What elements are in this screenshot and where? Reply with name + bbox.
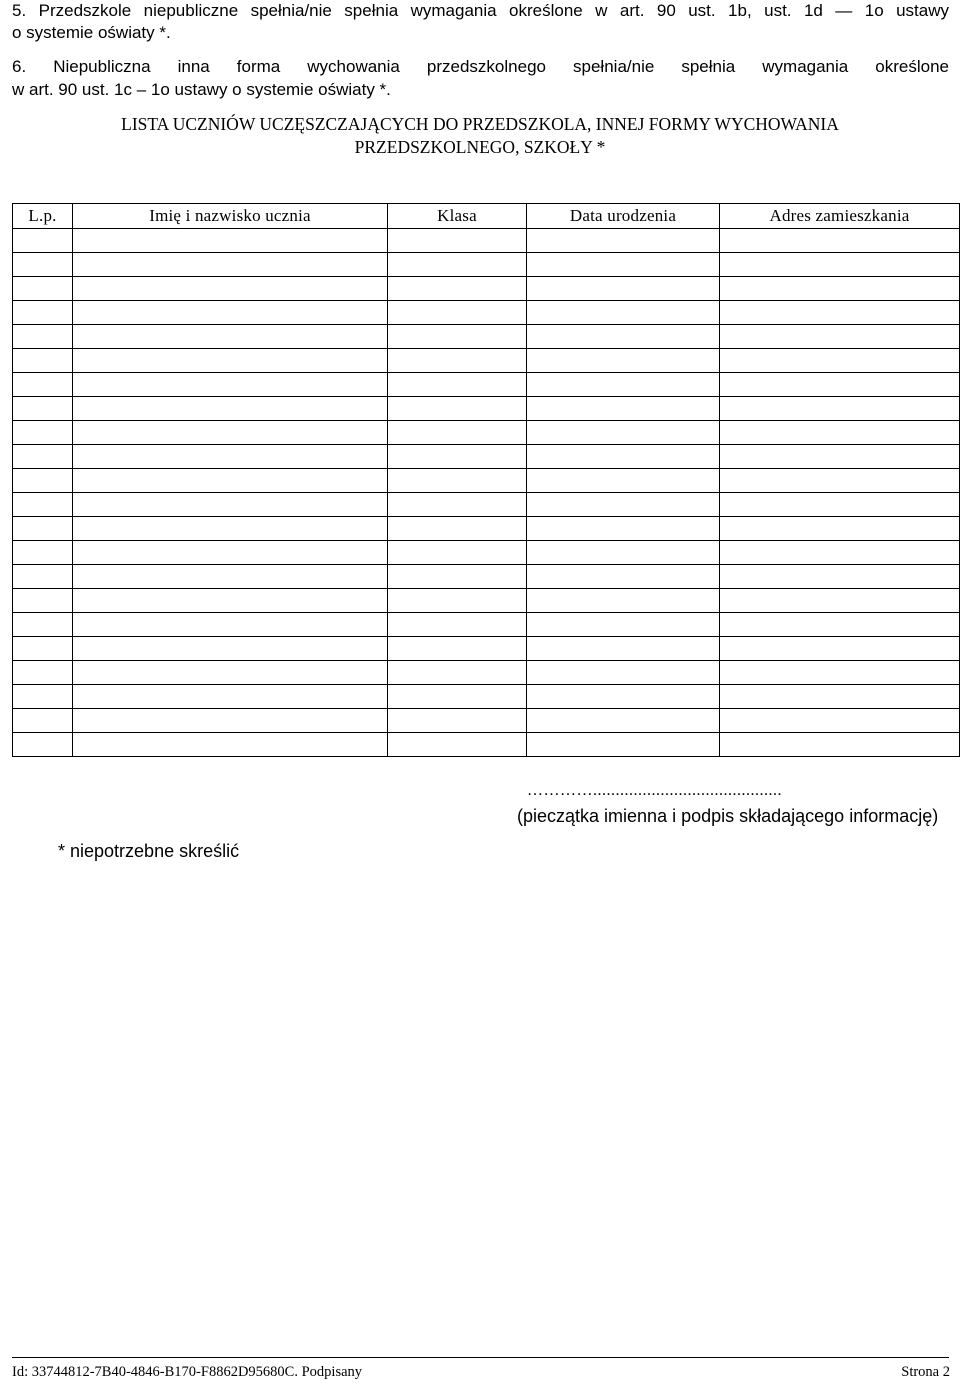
table-cell[interactable] (73, 253, 388, 277)
table-cell[interactable] (13, 325, 73, 349)
table-cell[interactable] (13, 229, 73, 253)
table-cell[interactable] (73, 397, 388, 421)
table-header-row (13, 204, 960, 229)
table-cell[interactable] (73, 709, 388, 733)
table-cell[interactable] (73, 325, 388, 349)
table-cell[interactable] (73, 229, 388, 253)
table-cell[interactable] (73, 733, 388, 757)
table-cell[interactable] (73, 541, 388, 565)
table-cell[interactable] (720, 541, 960, 565)
table-cell[interactable] (13, 709, 73, 733)
table-cell[interactable] (527, 301, 720, 325)
signature-caption: (pieczątka imienna i podpis składającego informację) (517, 806, 939, 826)
table-cell[interactable] (388, 541, 527, 565)
table-cell[interactable] (73, 565, 388, 589)
table-cell[interactable] (527, 613, 720, 637)
table-cell[interactable] (73, 373, 388, 397)
table-cell[interactable] (527, 229, 720, 253)
table-cell[interactable] (73, 517, 388, 541)
table-cell[interactable] (720, 253, 960, 277)
table-cell[interactable] (720, 445, 960, 469)
table-cell[interactable] (527, 325, 720, 349)
table-cell[interactable] (720, 301, 960, 325)
table-row (13, 253, 960, 277)
table-cell[interactable] (388, 397, 527, 421)
table-cell[interactable] (13, 661, 73, 685)
table-cell[interactable] (388, 661, 527, 685)
item-6-line-2: w art. 90 ust. 1c – 1o ustawy o systemie oświaty *. (12, 80, 391, 99)
table-cell[interactable] (13, 373, 73, 397)
table-cell[interactable] (527, 685, 720, 709)
table-cell[interactable] (527, 589, 720, 613)
table-cell[interactable] (13, 349, 73, 373)
column-header-lp: L.p. (13, 204, 73, 229)
table-cell[interactable] (388, 589, 527, 613)
table-cell[interactable] (527, 541, 720, 565)
table-row (13, 709, 960, 733)
table-cell[interactable] (527, 565, 720, 589)
table-cell[interactable] (388, 733, 527, 757)
table-cell[interactable] (388, 373, 527, 397)
table-cell[interactable] (720, 373, 960, 397)
table-row (13, 517, 960, 541)
table-cell[interactable] (527, 517, 720, 541)
table-cell[interactable] (527, 253, 720, 277)
table-cell[interactable] (388, 565, 527, 589)
table-cell[interactable] (13, 397, 73, 421)
signature-dots: ………….......................................... (527, 782, 782, 799)
table-cell[interactable] (13, 421, 73, 445)
table-row (13, 397, 960, 421)
table-cell[interactable] (720, 277, 960, 301)
table-cell[interactable] (388, 349, 527, 373)
table-cell[interactable] (527, 493, 720, 517)
table-cell[interactable] (720, 325, 960, 349)
table-cell[interactable] (73, 685, 388, 709)
table-cell[interactable] (388, 637, 527, 661)
item-5-line-2: o systemie oświaty *. (12, 23, 171, 42)
table-cell[interactable] (720, 493, 960, 517)
item-5-line-1: 5. Przedszkole niepubliczne spełnia/nie spełnia wymagania określone w art. 90 ust. 1b, ust. 1d — 1o ustawy (12, 1, 949, 20)
table-row (13, 445, 960, 469)
table-cell[interactable] (13, 301, 73, 325)
table-cell[interactable] (527, 733, 720, 757)
table-cell[interactable] (388, 253, 527, 277)
table-cell[interactable] (388, 445, 527, 469)
table-cell[interactable] (720, 517, 960, 541)
table-cell[interactable] (388, 277, 527, 301)
column-header-name: Imię i nazwisko ucznia (73, 204, 388, 229)
column-header-class: Klasa (388, 204, 527, 229)
table-cell[interactable] (527, 421, 720, 445)
table-cell[interactable] (13, 493, 73, 517)
table-cell[interactable] (13, 517, 73, 541)
table-cell[interactable] (13, 253, 73, 277)
table-cell[interactable] (720, 397, 960, 421)
table-cell[interactable] (720, 637, 960, 661)
table-row (13, 325, 960, 349)
table-cell[interactable] (527, 469, 720, 493)
table-row (13, 301, 960, 325)
table-cell[interactable] (388, 229, 527, 253)
table-cell[interactable] (388, 421, 527, 445)
table-cell[interactable] (720, 685, 960, 709)
table-cell[interactable] (73, 469, 388, 493)
table-cell[interactable] (720, 565, 960, 589)
table-cell[interactable] (388, 469, 527, 493)
list-title-line-1: LISTA UCZNIÓW UCZĘSZCZAJĄCYCH DO PRZEDSZKOLA, INNEJ FORMY WYCHOWANIA (121, 114, 839, 134)
table-row (13, 589, 960, 613)
document-id: Id: 33744812-7B40-4846-B170-F8862D95680C. Podpisany (12, 1364, 363, 1380)
footnote: * niepotrzebne skreślić (58, 841, 240, 861)
table-row (13, 493, 960, 517)
table-cell[interactable] (720, 469, 960, 493)
table-cell[interactable] (388, 613, 527, 637)
table-row (13, 349, 960, 373)
table-row (13, 733, 960, 757)
table-cell[interactable] (73, 349, 388, 373)
table-cell[interactable] (527, 637, 720, 661)
list-title-line-2: PRZEDSZKOLNEGO, SZKOŁY * (354, 137, 606, 157)
table-cell[interactable] (388, 517, 527, 541)
table-row (13, 613, 960, 637)
table-cell[interactable] (720, 661, 960, 685)
table-row (13, 421, 960, 445)
table-cell[interactable] (388, 301, 527, 325)
footer-divider (12, 1357, 949, 1358)
page-number: Strona 2 (901, 1364, 950, 1380)
table-cell[interactable] (720, 709, 960, 733)
table-cell[interactable] (13, 685, 73, 709)
table-cell[interactable] (13, 589, 73, 613)
table-cell[interactable] (720, 589, 960, 613)
table-cell[interactable] (720, 733, 960, 757)
table-cell[interactable] (13, 277, 73, 301)
table-row (13, 373, 960, 397)
table-cell[interactable] (527, 709, 720, 733)
table-cell[interactable] (720, 421, 960, 445)
table-cell[interactable] (388, 325, 527, 349)
item-6-line-1: 6. Niepubliczna inna forma wychowania przedszkolnego spełnia/nie spełnia wymagania określone (12, 57, 949, 76)
table-cell[interactable] (73, 277, 388, 301)
table-cell[interactable] (527, 349, 720, 373)
table-cell[interactable] (73, 589, 388, 613)
table-cell[interactable] (388, 493, 527, 517)
table-cell[interactable] (388, 685, 527, 709)
students-table (12, 203, 960, 757)
table-cell[interactable] (13, 565, 73, 589)
table-row (13, 637, 960, 661)
table-cell[interactable] (13, 733, 73, 757)
table-cell[interactable] (73, 301, 388, 325)
table-cell[interactable] (13, 613, 73, 637)
table-cell[interactable] (13, 637, 73, 661)
table-cell[interactable] (388, 709, 527, 733)
table-cell[interactable] (527, 661, 720, 685)
table-cell[interactable] (720, 613, 960, 637)
table-cell[interactable] (13, 541, 73, 565)
table-cell[interactable] (720, 349, 960, 373)
table-cell[interactable] (73, 421, 388, 445)
table-row (13, 229, 960, 253)
table-row (13, 277, 960, 301)
table-cell[interactable] (527, 397, 720, 421)
table-row (13, 469, 960, 493)
table-body (13, 229, 960, 757)
table-cell[interactable] (13, 469, 73, 493)
table-cell[interactable] (73, 493, 388, 517)
table-row (13, 541, 960, 565)
table-row (13, 565, 960, 589)
table-cell[interactable] (527, 373, 720, 397)
table-cell[interactable] (720, 229, 960, 253)
table-cell[interactable] (73, 613, 388, 637)
table-cell[interactable] (73, 445, 388, 469)
table-cell[interactable] (527, 277, 720, 301)
table-row (13, 685, 960, 709)
column-header-address: Adres zamieszkania (720, 204, 960, 229)
table-cell[interactable] (73, 661, 388, 685)
table-row (13, 661, 960, 685)
column-header-birth-date: Data urodzenia (527, 204, 720, 229)
table-cell[interactable] (527, 445, 720, 469)
table-cell[interactable] (13, 445, 73, 469)
table-cell[interactable] (73, 637, 388, 661)
